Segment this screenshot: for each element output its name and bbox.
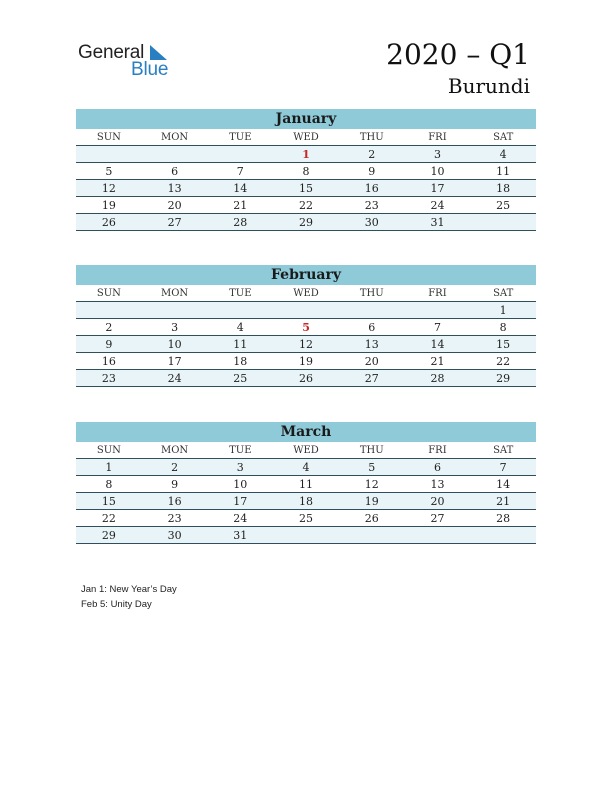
- day-cell: 14: [496, 478, 511, 491]
- country-title: Burundi: [447, 74, 530, 98]
- day-cell: 29: [496, 372, 511, 385]
- day-cell: 8: [302, 165, 310, 178]
- period-title: 2020 – Q1: [386, 38, 530, 71]
- day-cell: 7: [236, 165, 244, 178]
- day-cell: 9: [368, 165, 376, 178]
- weekday-label: WED: [293, 445, 319, 456]
- day-cell: 9: [171, 478, 179, 491]
- day-cell: 28: [233, 216, 248, 229]
- day-cell: 10: [167, 338, 182, 351]
- day-cell: 12: [101, 182, 116, 195]
- day-cell: 11: [233, 338, 248, 351]
- day-cell: 6: [171, 165, 179, 178]
- day-cell: 17: [233, 495, 248, 508]
- day-cell: 4: [302, 461, 310, 474]
- day-cell: [273, 302, 339, 318]
- day-cell: [405, 527, 471, 543]
- day-cell: [207, 146, 273, 162]
- weekday-label: FRI: [428, 288, 447, 299]
- day-cell: 14: [233, 182, 248, 195]
- day-cell: 16: [101, 355, 116, 368]
- day-cell: 4: [499, 148, 507, 161]
- weekday-label: FRI: [428, 132, 447, 143]
- day-cell: 26: [299, 372, 314, 385]
- day-cell: 30: [167, 529, 182, 542]
- day-cell: 21: [430, 355, 445, 368]
- day-cell: 22: [299, 199, 314, 212]
- day-cell: 7: [499, 461, 507, 474]
- day-cell: 15: [496, 338, 511, 351]
- holiday-note: Feb 5: Unity Day: [81, 599, 152, 610]
- day-cell: 12: [299, 338, 314, 351]
- day-cell: 26: [364, 512, 379, 525]
- day-cell: 7: [433, 321, 441, 334]
- month-january: [76, 109, 536, 231]
- day-cell: 25: [496, 199, 511, 212]
- weekday-label: THU: [359, 445, 384, 456]
- day-cell: 25: [299, 512, 314, 525]
- week-row: [76, 319, 536, 336]
- day-cell: 25: [233, 372, 248, 385]
- day-cell: 23: [101, 372, 116, 385]
- day-cell: 13: [167, 182, 182, 195]
- day-cell: 21: [496, 495, 511, 508]
- day-cell: [339, 527, 405, 543]
- day-cell: [405, 302, 471, 318]
- weekday-label: SUN: [96, 132, 121, 143]
- day-cell: 4: [236, 321, 244, 334]
- holiday-note: Jan 1: New Year’s Day: [81, 584, 177, 595]
- day-cell: 15: [299, 182, 314, 195]
- weekday-label: THU: [359, 288, 384, 299]
- weekday-header-row: [76, 129, 536, 146]
- month-march: [76, 422, 536, 544]
- day-cell: 18: [496, 182, 511, 195]
- day-cell: 13: [364, 338, 379, 351]
- day-cell: 16: [167, 495, 182, 508]
- day-cell: 18: [233, 355, 248, 368]
- day-cell: [207, 302, 273, 318]
- day-cell: 26: [101, 216, 116, 229]
- day-cell: [273, 527, 339, 543]
- day-cell: 28: [430, 372, 445, 385]
- day-cell: 13: [430, 478, 445, 491]
- day-cell: 9: [105, 338, 113, 351]
- day-cell: 10: [233, 478, 248, 491]
- day-cell: [339, 302, 405, 318]
- day-cell: 5: [302, 321, 310, 334]
- day-cell: 18: [299, 495, 314, 508]
- day-cell: 11: [496, 165, 511, 178]
- day-cell: 16: [364, 182, 379, 195]
- generalblue-logo: [78, 42, 178, 82]
- day-cell: 3: [236, 461, 244, 474]
- weekday-header-row: [76, 442, 536, 459]
- weekday-label: SUN: [96, 445, 121, 456]
- day-cell: [76, 302, 142, 318]
- day-cell: 23: [364, 199, 379, 212]
- day-cell: 19: [299, 355, 314, 368]
- day-cell: 27: [430, 512, 445, 525]
- day-cell: 17: [430, 182, 445, 195]
- day-cell: 3: [433, 148, 441, 161]
- logo-text-blue: Blue: [131, 59, 169, 80]
- day-cell: 29: [101, 529, 116, 542]
- day-cell: 2: [105, 321, 113, 334]
- weekday-label: WED: [293, 288, 319, 299]
- month-name: February: [76, 265, 536, 285]
- holiday-notes: [81, 582, 177, 612]
- day-cell: 20: [167, 199, 182, 212]
- week-row: [76, 476, 536, 493]
- day-cell: 21: [233, 199, 248, 212]
- week-row: [76, 510, 536, 527]
- month-name: March: [76, 422, 536, 442]
- weekday-header-row: [76, 285, 536, 302]
- day-cell: 27: [364, 372, 379, 385]
- day-cell: 24: [233, 512, 248, 525]
- day-cell: 31: [233, 529, 248, 542]
- week-row: [76, 527, 536, 544]
- logo-text-general: General: [78, 42, 145, 63]
- day-cell: 11: [299, 478, 314, 491]
- week-row: [76, 146, 536, 163]
- weekday-label: SAT: [493, 132, 514, 143]
- day-cell: 2: [171, 461, 179, 474]
- weekday-label: WED: [293, 132, 319, 143]
- week-row: [76, 197, 536, 214]
- weekday-label: MON: [160, 132, 189, 143]
- day-cell: 29: [299, 216, 314, 229]
- weekday-label: SAT: [493, 288, 514, 299]
- day-cell: [470, 214, 536, 230]
- day-cell: 5: [105, 165, 113, 178]
- day-cell: 20: [430, 495, 445, 508]
- day-cell: 15: [101, 495, 116, 508]
- day-cell: 3: [171, 321, 179, 334]
- weekday-label: FRI: [428, 445, 447, 456]
- day-cell: 24: [430, 199, 445, 212]
- week-row: [76, 180, 536, 197]
- day-cell: 28: [496, 512, 511, 525]
- day-cell: 22: [496, 355, 511, 368]
- weekday-label: SUN: [96, 288, 121, 299]
- day-cell: [470, 527, 536, 543]
- day-cell: 10: [430, 165, 445, 178]
- day-cell: 1: [499, 304, 507, 317]
- day-cell: 30: [364, 216, 379, 229]
- week-row: [76, 459, 536, 476]
- week-row: [76, 214, 536, 231]
- week-row: [76, 493, 536, 510]
- weekday-label: TUE: [229, 288, 252, 299]
- day-cell: 6: [433, 461, 441, 474]
- week-row: [76, 163, 536, 180]
- day-cell: 23: [167, 512, 182, 525]
- day-cell: [76, 146, 142, 162]
- week-row: [76, 336, 536, 353]
- day-cell: [142, 146, 208, 162]
- weekday-label: MON: [160, 288, 189, 299]
- weekday-label: THU: [359, 132, 384, 143]
- day-cell: 19: [101, 199, 116, 212]
- week-row: [76, 353, 536, 370]
- day-cell: [142, 302, 208, 318]
- day-cell: 6: [368, 321, 376, 334]
- week-row: [76, 302, 536, 319]
- day-cell: 8: [499, 321, 507, 334]
- day-cell: 27: [167, 216, 182, 229]
- day-cell: 2: [368, 148, 376, 161]
- month-february: [76, 265, 536, 387]
- day-cell: 1: [105, 461, 113, 474]
- weekday-label: SAT: [493, 445, 514, 456]
- day-cell: 20: [364, 355, 379, 368]
- day-cell: 24: [167, 372, 182, 385]
- month-name: January: [76, 109, 536, 129]
- week-row: [76, 370, 536, 387]
- weekday-label: TUE: [229, 445, 252, 456]
- weekday-label: MON: [160, 445, 189, 456]
- day-cell: 22: [101, 512, 116, 525]
- day-cell: 17: [167, 355, 182, 368]
- day-cell: 12: [364, 478, 379, 491]
- weekday-label: TUE: [229, 132, 252, 143]
- day-cell: 8: [105, 478, 113, 491]
- day-cell: 5: [368, 461, 376, 474]
- day-cell: 31: [430, 216, 445, 229]
- day-cell: 14: [430, 338, 445, 351]
- day-cell: 19: [364, 495, 379, 508]
- day-cell: 1: [302, 148, 310, 161]
